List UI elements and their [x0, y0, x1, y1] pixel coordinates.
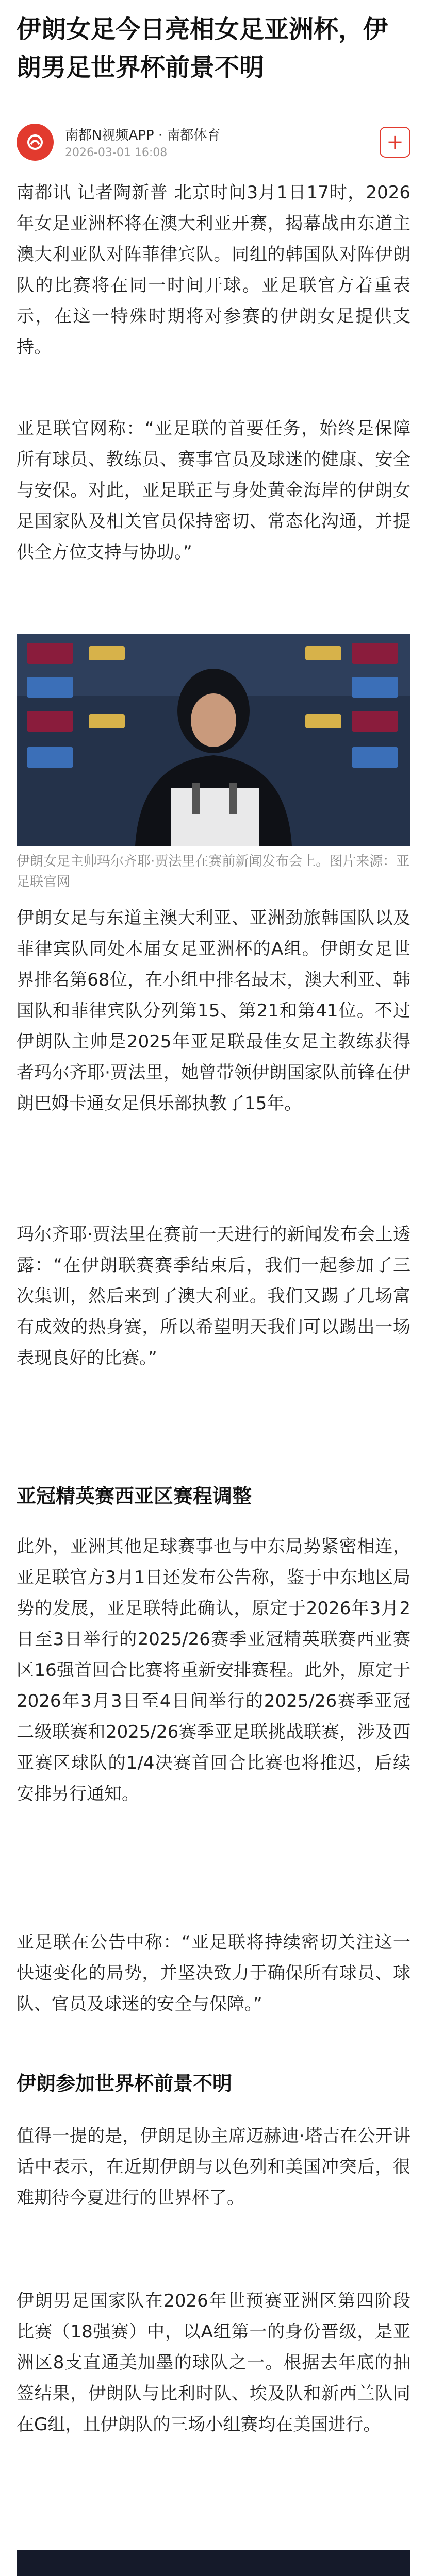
- paragraph-6: 亚足联在公告中称：“亚足联将持续密切关注这一快速变化的局势，并坚决致力于确保所有球员、球队、官员及球迷的安全与保障。”: [17, 1932, 410, 2014]
- section-title-world-cup: 伊朗参加世界杯前景不明: [17, 2072, 233, 2095]
- press-conference-illustration: [17, 634, 410, 846]
- section-title-acl-schedule: 亚冠精英赛西亚区赛程调整: [17, 1485, 252, 1507]
- paragraph-1: 南都讯 记者陶新普 北京时间3月1日17时，2026年女足亚洲杯将在澳大利亚开赛，揭幕战由东道主澳大利亚队对阵菲律宾队。同组的韩国队对阵伊朗队的比赛将在同一时间开球。亚足联官方着重表示，在这一特殊时期将对参赛的伊朗女足提供支持。: [17, 182, 410, 358]
- plus-icon: +: [386, 130, 404, 154]
- source-bar: [17, 120, 410, 167]
- paragraph-8: 伊朗男足国家队在2026年世预赛亚洲区第四阶段比赛（18强赛）中，以A组第一的身份晋级，是亚洲区8支直通美加墨的球队之一。根据去年底的抽签结果，伊朗队与比利时队、埃及队和新西兰队同在G组，且伊朗队的三场小组赛均在美国进行。: [17, 2291, 410, 2435]
- paragraph-3: 伊朗女足与东道主澳大利亚、亚洲劲旅韩国队以及菲律宾队同处本届女足亚洲杯的A组。伊朗女足世界排名第68位，在小组中排名最末，澳大利亚、韩国队和菲律宾队分列第15、第21和第41位。不过伊朗队主帅是2025年亚足联最佳女足主教练获得者玛尔齐耶·贾法里，她曾带领伊朗国家队前锋在伊朗巴姆卡通女足俱乐部执教了15年。: [17, 908, 410, 1114]
- source-name[interactable]: 南都N视频APP · 南都体育: [65, 128, 221, 143]
- paragraph-5: 此外，亚洲其他足球赛事也与中东局势紧密相连，亚足联官方3月1日还发布公告称，鉴于中东地区局势的发展，亚足联特此确认，原定于2026年3月2日至3日举行的2025/26赛季亚冠精英联赛西亚赛区16强首回合比赛将重新安排赛程。此外，原定于2026年3月3日至4日间举行的2025/26赛季亚冠二级联赛和2025/26赛季亚足联挑战联赛，涉及西亚赛区球队的1/4决赛首回合比赛也将推迟，后续安排另行通知。: [17, 1536, 410, 1804]
- follow-button[interactable]: [380, 127, 410, 158]
- figure1-caption: 伊朗女足主帅玛尔齐耶·贾法里在赛前新闻发布会上。图片来源：亚足联官网: [17, 854, 410, 890]
- press-conference-photo: [17, 634, 410, 846]
- paragraph-7: 值得一提的是，伊朗足协主席迈赫迪·塔吉在公开讲话中表示，在近期伊朗与以色列和美国冲突后，很难期待今夏进行的世界杯了。: [17, 2126, 410, 2208]
- world-cup-draw-photo: [17, 2550, 410, 2576]
- draw-ceremony-illustration: [17, 2550, 410, 2576]
- article-headline: 伊朗女足今日亮相女足亚洲杯，伊朗男足世界杯前景不明: [17, 15, 388, 82]
- paragraph-4: 玛尔齐耶·贾法里在赛前一天进行的新闻发布会上透露：“在伊朗联赛赛季结束后，我们一起参加了三次集训，然后来到了澳大利亚。我们又踢了几场富有成效的热身赛，所以希望明天我们可以踢出一场表现良好的比赛。”: [17, 1224, 410, 1368]
- publish-date: 2026-03-01 16:08: [65, 146, 168, 159]
- paragraph-2: 亚足联官网称：“亚足联的首要任务，始终是保障所有球员、教练员、赛事官员及球迷的健康、安全与安保。对此，亚足联正与身处黄金海岸的伊朗女足国家队及相关官员保持密切、常态化沟通，并提供全方位支持与协助。”: [17, 418, 410, 563]
- nandu-logo-icon[interactable]: [17, 124, 54, 161]
- logo-glyph: [25, 132, 45, 152]
